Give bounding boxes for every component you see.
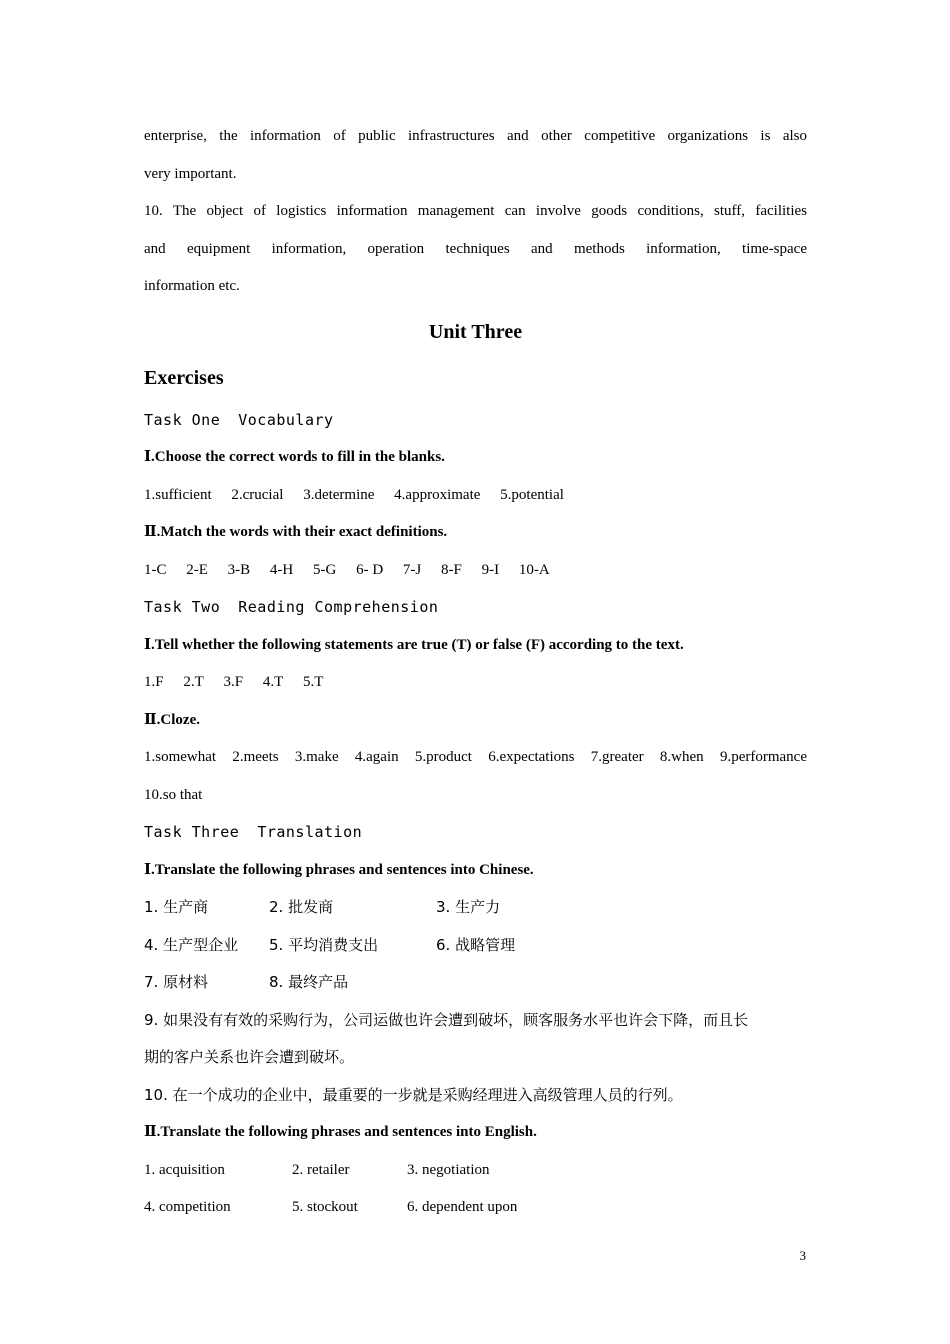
translation-item: 1. 生产商 [144,898,209,916]
instruction-text: Translate the following phrases and sentences into English. [160,1124,537,1140]
answer: 1-C [144,561,167,578]
cloze-answers-line: 10.so that [144,786,203,803]
roman-numeral: Ⅰ. [144,449,155,465]
translation-item: 4. 生产型企业 [144,935,239,954]
translation-item: 6. dependent upon [407,1199,518,1215]
instruction-text: Cloze. [160,711,200,728]
cloze-answers-line: 1.somewhat 2.meets 3.make 4.again 5.product 6.expectations 7.greater 8.when 9.performance [144,749,807,765]
task-name: Vocabulary [238,410,334,429]
roman-numeral: Ⅰ. [144,636,155,653]
translation-sentence: 9. 如果没有有效的采购行为，公司运做也许会遭到破坏，顾客服务水平也许会下降，而且长 [144,1010,749,1029]
task-label: Task Three [144,823,240,841]
translation-sentence: 期的客户关系也许会遭到破坏。 [144,1048,355,1066]
document-body [144,118,807,1227]
instruction [144,514,807,552]
paragraph-line: and equipment information, operation techniques and methods information, time-space [144,240,807,257]
paragraph-line: enterprise, the information of public infrastructures and other competitive organizations is also [144,128,807,144]
task-label: Task One [144,410,221,429]
translation-item: 3. negotiation [407,1161,490,1178]
answer: 2.T [183,674,204,690]
instruction-text: Translate the following phrases and sentences into Chinese. [154,861,534,878]
answer: 4-H [269,561,294,578]
translation-item: 2. 批发商 [269,898,334,916]
answer: 4.T [262,674,284,690]
task-name: Translation [257,823,363,841]
paragraph-line: information etc. [144,278,240,294]
task-three-heading [144,814,807,852]
exercises-title: Exercises [144,366,224,389]
translation-item: 8. 最终产品 [269,973,349,991]
task-name: Reading Comprehension [238,598,439,616]
instruction-text: Choose the correct words to fill in the blanks. [154,449,445,465]
translation-row [144,889,807,927]
task-label: Task Two [144,598,221,616]
roman-numeral: Ⅱ. [144,711,161,728]
roman-numeral: Ⅱ. [144,524,161,540]
translation-item: 7. 原材料 [144,973,209,991]
answer-row [144,552,807,590]
instruction-text: Match the words with their exact definitions. [160,524,448,540]
answer: 2.crucial [231,486,284,503]
translation-row [144,964,807,1002]
instruction [144,627,807,665]
answer: 5-G [313,561,337,578]
answer: 5.potential [500,486,564,503]
translation-row [144,927,807,965]
instruction [144,702,807,740]
task-one-heading [144,402,807,440]
translation-item [436,964,636,1002]
translation-item: 1. acquisition [144,1161,225,1178]
translation-item: 5. stockout [292,1199,358,1215]
translation-sentence: 10. 在一个成功的企业中，最重要的一步就是采购经理进入高级管理人员的行列。 [144,1085,683,1104]
instruction [144,852,807,890]
answer: 1.sufficient [144,486,212,503]
answer: 10-A [518,561,550,578]
translation-row [144,1152,807,1190]
page-number: 3 [799,1248,806,1263]
paragraph-line: 10. The object of logistics information management can involve goods conditions, stuff, facilities [144,203,807,219]
instruction [144,439,807,477]
answer: 5.T [303,674,324,690]
roman-numeral: Ⅰ. [144,861,155,878]
task-two-heading [144,589,807,627]
answer: 1.F [144,674,164,690]
instruction [144,1114,807,1152]
translation-item: 2. retailer [292,1161,350,1178]
roman-numeral: Ⅱ. [144,1124,161,1140]
answer: 3.determine [303,486,375,503]
answer: 9-I [481,561,500,578]
translation-item: 5. 平均消费支出 [269,935,379,954]
answer: 4.approximate [394,486,481,503]
answer: 3.F [223,674,244,690]
answer: 7-J [402,561,422,578]
answer-row [144,477,807,515]
answer: 3-B [227,561,251,578]
unit-title: Unit Three [428,320,523,343]
translation-item: 4. competition [144,1199,231,1215]
answer: 8-F [441,561,462,578]
answer: 6- D [356,561,384,578]
paragraph-line: very important. [144,165,237,182]
answer: 2-E [186,561,208,578]
instruction-text: Tell whether the following statements are true (T) or false (F) according to the text. [154,636,684,653]
translation-item: 3. 生产力 [436,898,501,916]
translation-item: 6. 战略管理 [436,935,516,954]
translation-row [144,1189,807,1227]
answer-row [144,664,807,702]
